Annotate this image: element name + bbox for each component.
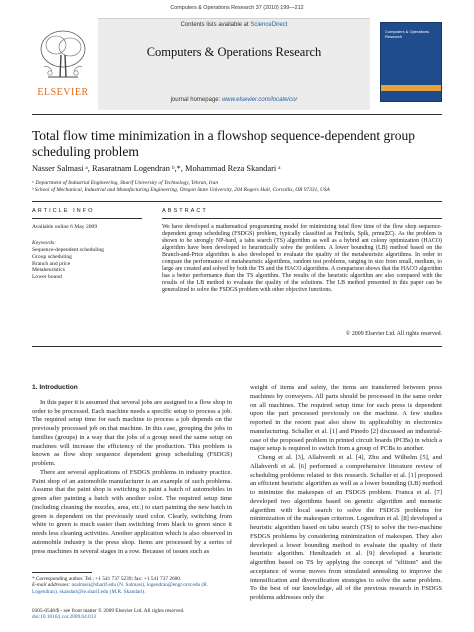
article-info-header: ARTICLE INFO	[32, 208, 95, 214]
author-list: Nasser Salmasi ᵃ, Rasaratnam Logendran ᵇ,*, Mohammad Reza Skandari ᵃ	[32, 164, 281, 173]
publisher-wordmark: ELSEVIER	[37, 87, 89, 98]
affiliation-a: ᵃ Department of Industrial Engineering, Sharif University of Technology, Tehran, Iran	[32, 180, 219, 186]
body-paragraph: Cheng et al. [3], Allahverdi et al. [4], Zhu and Wilhelm [5], and Allahverdi et al. [6] performed a comprehensive literature review of scheduling problems related to this research. Schaller et al. [1] proposed an efficient heuristic algorithm as well as a lower bounding (LB) method to minimize the makespan of an FSDGS problem. Franca et al. [7] developed two algorithms based on genetic algorithm and memetic algorithm with local search to solve the FSDGS problems for minimization of the makespan criterion. Logendran et al. [8] developed a heuristic algorithm based on tabu search (TS) to solve the two-machine FSDGS problems by considering minimization of makespan. They also developed a lower bounding method to evaluate the quality of their heuristic algorithm. Hendizadeh et al. [9] developed a heuristic algorithm based on TS by applying the concept of "elitism" and the acceptance of worse moves from simulated annealing to improve the intensification and diversification strategies to solve the same problem. To the best of our knowledge, all of the previous research in FSDGS problems addresses only the	[250, 454, 442, 601]
header-rule	[32, 201, 442, 202]
footer-meta	[32, 608, 232, 621]
journal-masthead	[32, 18, 442, 112]
elsevier-logo[interactable]	[32, 20, 94, 98]
sciencedirect-link[interactable]: ScienceDirect	[250, 22, 288, 28]
abstract-copyright: © 2009 Elsevier Ltd. All rights reserved.	[345, 331, 442, 337]
keyword: Sequence-dependent scheduling	[32, 247, 104, 253]
keyword: Metaheuristics	[32, 267, 65, 274]
cover-stripe	[381, 85, 441, 91]
body-column-right	[250, 384, 442, 603]
keyword-list	[32, 247, 142, 281]
keywords-label	[32, 240, 142, 247]
body-paragraph: There are several applications of FSDGS problems in industry practice. Paint shop of an automobile manufacturer is an example of such problems. Assume that the paint shop is switching to paint a batch of automobiles in green after painting a batch with another color. The required setup time (including cleaning the nozzles, area, etc.) to start painting the new batch in green is dependent on the previously used color. Clearly, switching from white to green is much easier than switching from black to green since it needs less cleaning activities. Another application which is also observed in automobile industry is the press shop. Items are processed by a series of press machines in several stages in a row. Because of issues such as	[32, 468, 232, 555]
keywords-label-text: Keywords:	[32, 240, 57, 246]
contents-line	[98, 22, 370, 28]
keyword: Group scheduling	[32, 253, 72, 260]
homepage-link[interactable]: www.elsevier.com/locate/cor	[221, 97, 298, 103]
email-note	[32, 582, 232, 595]
info-rule	[32, 218, 142, 219]
body-paragraph: weight of items and safety, the items are transferred between press machines by conveyers. All parts should be processed in the same order on all machines. The required setup time for each press is dependent upon the part processed previously on the machine. A few studies reported in the recent past also show its applicability in electronics manufacturing. Schaller et al. [1] and Pinedo [2] discussed an industrial-case of the proposed problem in printed circuit boards (PCBs) in which a major setup is required to switch from a group of PCBs to another.	[250, 384, 442, 453]
journal-title[interactable]: Computers & Operations Research	[146, 45, 322, 59]
corresponding-author-note: * Corresponding author. Tel.: +1 541 737 5239; fax: +1 541 737 2600.	[32, 576, 182, 582]
elsevier-tree-icon	[36, 27, 90, 85]
abstract-text: We have developed a mathematical programming model for minimizing total flow time of the flow shop sequence-dependent group scheduling (FSDGS) problem, typically classified as Fm|fmls, Splk, prmu|ΣCj. As the problem is shown to be strongly NP-hard, a tabu search (TS) algorithm as well as a hybrid ant colony optimization (HACO) algorithm have been developed to heuristically solve the problem. A lower bounding (LB) method based on the Branch-and-Price algorithm is also developed to evaluate the quality of the metaheuristic algorithms. In order to compare the performance of metaheuristic algorithms, random test problems, ranging in size from small, medium, to large are created and solved by both the TS and the HACO algorithms. A comparison shows that the HACO algorithm has a better performance than the TS algorithm. The results of the heuristic algorithm are also compared with the results of the LB method to evaluate the quality of the solutions. The LB method presented in this paper can be generalized to solve the FSDGS problem with other objective functions.	[162, 224, 442, 294]
footnote-rule	[32, 572, 92, 573]
article-title: Total flow time minimization in a flowshop sequence-dependent group scheduling problem	[32, 128, 415, 159]
contents-prefix: Contents lists available at	[180, 22, 251, 28]
journal-banner	[98, 18, 370, 110]
email-addresses-link[interactable]: nsalmasi@sharif.edu (N. Salmasi), logendran@engr.orst.edu (R. Logendran), skandari@ie.sharif.edu (M.R. Skandari).	[32, 582, 209, 595]
availability-date: Available online 6 May 2009	[32, 224, 98, 230]
running-head: Computers & Operations Research 37 (2010) 199—212	[170, 5, 304, 11]
keyword: Lower bound	[32, 274, 62, 281]
keyword: Branch and price	[32, 260, 71, 267]
journal-cover-thumbnail[interactable]	[380, 22, 442, 102]
cover-title: Computers & Operations Research	[385, 29, 430, 39]
email-label: E-mail addresses:	[32, 582, 72, 589]
body-paragraph: In this paper it is assumed that several jobs are assigned to a flow shop in order to be processed. Each machine needs a specific setup to process a job. The required setup time for each machine to process a job depends on the previously processed job on that machine. In this case, grouping the jobs in families (groups) in a way that the jobs of a group need the same setup on machines will increase the efficiency of the production. This problem is known as flow shop sequence dependent group scheduling (FSDGS) problem.	[32, 398, 232, 467]
masthead-rule	[32, 114, 442, 115]
abstract-rule	[162, 218, 442, 219]
doi-link[interactable]: doi:10.1016/j.cor.2009.04.013	[32, 614, 97, 621]
section-title-introduction: 1. Introduction	[32, 384, 78, 391]
journal-homepage	[98, 97, 370, 103]
homepage-prefix: journal homepage:	[170, 97, 222, 103]
abstract-header: ABSTRACT	[162, 208, 208, 214]
abstract-bottom-rule	[32, 346, 442, 347]
affiliation-b: ᵇ School of Mechanical, Industrial and Manufacturing Engineering, Oregon State University, 204 Rogers Hall, Corvallis, OR 97331, USA	[32, 187, 330, 193]
footnotes	[32, 576, 232, 595]
issn-line: 0305-0548/$ - see front matter © 2009 Elsevier Ltd. All rights reserved.	[32, 608, 185, 614]
body-column-left	[32, 384, 232, 556]
